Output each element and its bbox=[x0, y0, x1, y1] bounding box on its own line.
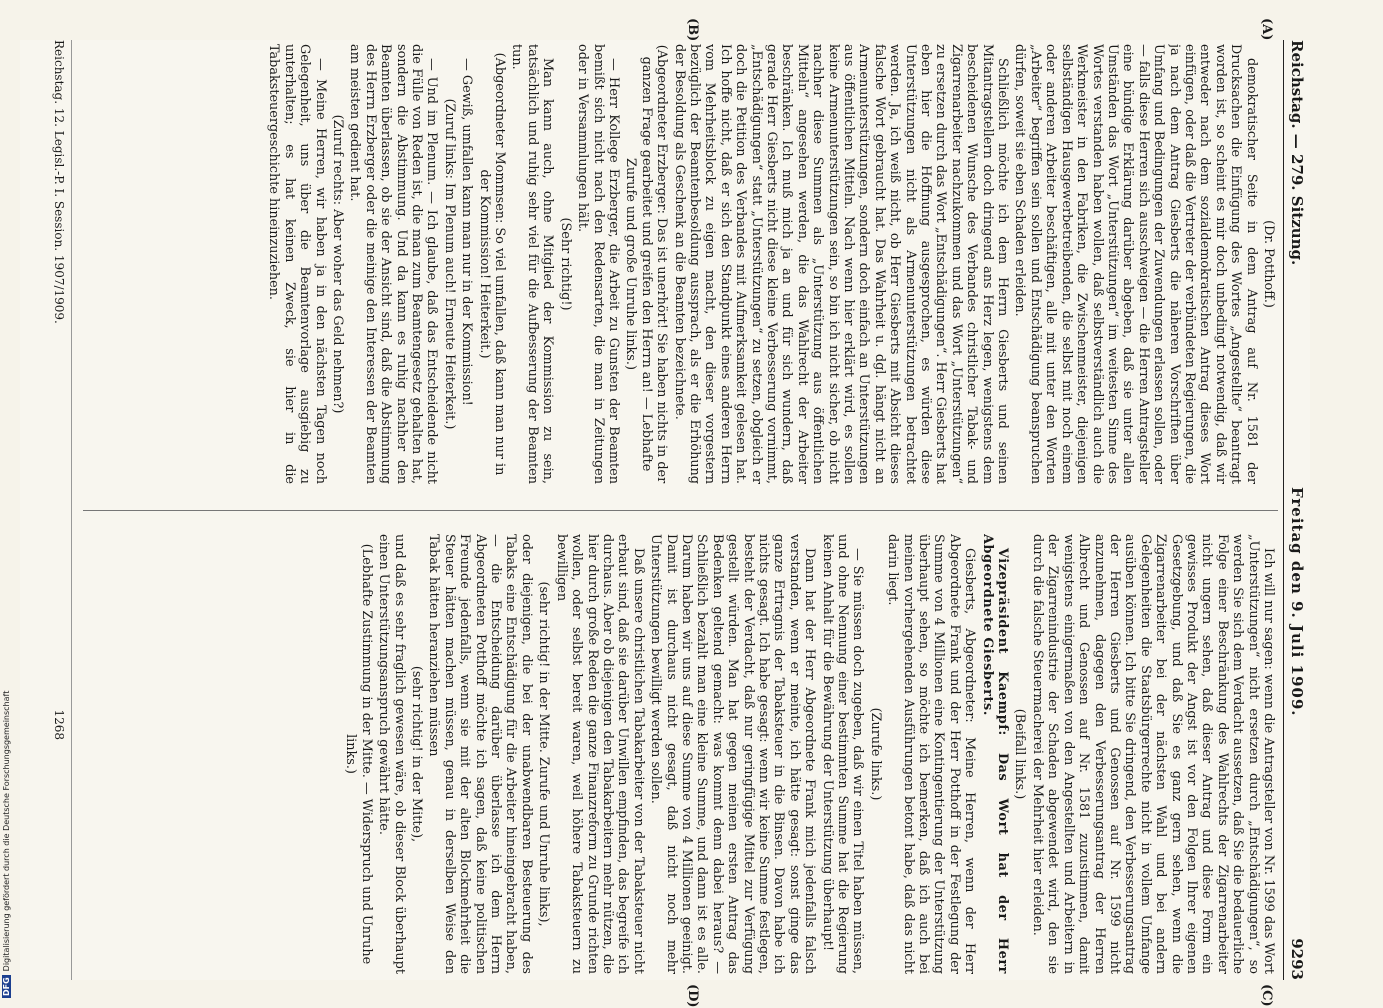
footer-page-number: 1268 bbox=[52, 709, 66, 740]
header-page-number: 9293 bbox=[1288, 938, 1306, 980]
footer-source: Reichstag. 12. Legisl.-P. I. Session. 1907/1909. bbox=[52, 40, 66, 324]
paragraph: — Meine Herren, wir haben ja in den nächsten Tagen noch Gelegenheit, uns über die Beamtenvorlage ausgiebig zu unterhalten; es hat keinen Zweck, sie hier in die Tabaksteuergeschichte hineinzuziehen. bbox=[266, 44, 328, 484]
scanned-page bbox=[20, 18, 1310, 1008]
left-column bbox=[81, 44, 1276, 484]
dfg-logo: DFG bbox=[2, 977, 11, 996]
margin-marker-a: (A) bbox=[1259, 18, 1274, 41]
speaker-line: Vizepräsident Kaempf: Das Wort hat der Herr Abgeordnete Giesberts. bbox=[979, 534, 1011, 974]
paragraph: Man kann auch, ohne Mitglied der Kommission zu sein, tatsächlich und ruhig sehr viel für die Aufbesserung der Beamten tun. bbox=[509, 44, 556, 484]
page-footer bbox=[47, 40, 72, 980]
margin-marker-c: (C) bbox=[1259, 984, 1274, 1007]
interjection: (Zurufe links.) bbox=[867, 707, 883, 801]
header-date: Freitag den 9. Juli 1909. bbox=[1288, 486, 1306, 717]
paragraph: oder diejenigen, die bei der unabwendbaren Besteuerung des Tabaks eine Entschädigung für die Arbeiter hineingebracht haben, — die Entscheidung darüber überlasse ich dem Herrn Abgeordneten Potthoff möchte ich sagen, daß keine politischen Freunde jedenfalls, wenn sie mit der alten Blockmehrheit die Steuer hätten machen müssen, genau in derselben Weise den Tabak hätten heranziehen müssen bbox=[426, 534, 534, 974]
paragraph: Ich will nur sagen: wenn die Antragsteller von Nr. 1599 das Wort „Unterstützungen“ nicht ersetzen durch „Entschädigungen“, so werden Sie sich dem Verdacht aussetzen, daß Sie die bedauerliche Folge einer Beschränkung des Wahlrechts der Zigarrenarbeiter nicht ungern sehen, daß dieser Antrag und diese Form ein gewisses Produkt der Angst ist vor den Folgen Ihrer eigenen Gesetzgebung, und daß Sie es ganz gern sehen, wenn die Zigarrenarbeiter bei der nächsten Wahl und bei andern Gelegenheiten die Staatsbürgerrechte nicht in vollem Umfange ausüben können. Ich bitte Sie dringend, den Verbesserungsantrag der Herren Giesberts und Genossen auf Nr. 1599 nicht anzunehmen, dagegen den Verbesserungsantrag der Herren Albrecht und Genossen auf Nr. 1581 zuzustimmen, damit wenigstens einigermaßen von den Angestellten und Arbeitern in der Zigarrenindustrie der Schaden abgewendet wird, den sie durch die falsche Steuermacherei der Mehrheit hier erleiden. bbox=[1029, 534, 1276, 974]
interjection: (Abgeordneter Erzberger: Das ist unerhört! Sie haben nichts in der ganzen Frage gearbeitet und greifen den Herrn an! — Lebhafte Zurufe und große Unruhe links.) bbox=[623, 44, 670, 484]
interjection: (Beifall links.) bbox=[1012, 708, 1028, 800]
interjection: (Zuruf links: Im Plenum auch! Erneute Heiterkeit.) bbox=[441, 98, 457, 430]
paragraph: Schließlich möchte ich dem Herrn Giesberts und seinen Mitantragstellern doch dringend ans Herz legen, wenigstens dem bescheidenen Wunsche des Verbandes christlicher Tabak- und Zigarrenarbeiter nachzukommen und das Wort „Unterstützungen“ zu ersetzen durch das Wort „Entschädigungen“. Herr Giesberts hat eben hier die Hoffnung ausgesprochen, es würden diese Unterstützungen nicht als Armenunterstützungen betrachtet werden. Ja, ich weiß nicht, ob Herr Giesberts mit Absicht dieses falsche Wort gebraucht hat. Das Wahrheit u. dgl. hängt nicht an Armenunterstützungen, sondern doch einfach an Unterstützungen aus öffentlichen Mitteln. Nach wenn hier erklärt wird, es sollen keine Armenunterstützungen sein, so bin ich nicht sicher, ob nicht nachher diese Summen als „Unterstützung aus öffentlichen Mitteln“ angesehen werden, die das Wahlrecht der Arbeiter beschränken. Ich muß mich ja an und für sich wundern, daß gerade Herr Giesberts nicht diese kleine Verbesserung vornimmt, „Entschädigungen“ statt „Unterstützungen“ zu setzen, obgleich er doch die Petition des Verbandes mit Aufmerksamkeit gelesen hat. Ich hoffe nicht, daß er sich den Standpunkt eines anderen Herrn vom Mehrheitsblock zu eigen macht, den dieser vorgestern bezüglich der Beamtenbesoldung aussprach, als er die Erhöhung der Besoldung als Geschenk an die Beamten bezeichnete. bbox=[671, 44, 1011, 484]
page-header bbox=[1283, 40, 1310, 980]
interjection: (Sehr richtig!) bbox=[557, 217, 573, 311]
interjection: (Zuruf rechts: Aber woher das Geld nehmen?) bbox=[330, 114, 346, 414]
paragraph: — Gewiß, umfallen kann man nur in der Kommission! bbox=[459, 58, 475, 406]
paragraph: demokratischer Seite in dem Antrag auf Nr. 1581 der Drucksachen die Einfügung des Wortes „Angestellte“ beantragt worden ist, so scheint es mir doch unbedingt notwendig, daß wir entweder nach dem sozialdemokratischen Antrag dieses Wort einfügen, oder daß die Vertreter der verbündeten Regierungen, die ja nach dem Antrag Giesberts die näheren Vorschriften über Umfang und Bedingungen der Zuwendungen erlassen sollen, oder — falls diese Herren sich ausschweigen — die Herren Antragsteller eine bündige Erklärung darüber abgeben, daß sie unter allen Umständen das Wort „Unterstützungen“ im weitesten Sinne des Wortes verstanden haben wollen, daß selbstverständlich auch die Werkmeister in den Fabriken, die Zwischenmeister, diejenigen selbständigen Hausgewerbetreibenden, die selbst mit noch einem oder anderen Arbeiter beschäftigen, alle mit unter den Worten „Arbeiter“ begriffen sein sollen und Entschädigung beanspruchen dürfen, soweit sie eben Schaden erleiden. bbox=[1012, 44, 1259, 484]
interjection: (sehr richtig! in der Mitte. Zurufe und Unruhe links), bbox=[536, 581, 552, 927]
header-session: Reichstag. — 279. Sitzung. bbox=[1288, 40, 1306, 266]
interjection: (Abgeordneter Mommsen: So viel umfallen, daß kann man nur in der Kommission! Heiterkeit.) bbox=[476, 52, 508, 476]
margin-marker-b: (B) bbox=[685, 18, 700, 42]
paragraph: Daß unsere christlichen Tabakarbeiter von der Tabaksteuer nicht erbaut sind, daß sie darüber Unwillen empfinden, das begreife ich durchaus. Aber ob diejenigen den Tabakarbeitern mehr nützen, die hier durch große Reden die ganze Finanzreform zu Grunde richten wollen, oder selbst bereit waren, weil höhere Tabaksteuern zu bewilligen bbox=[553, 534, 646, 974]
credit-text: Digitalisierung gefördert durch die Deutsche Forschungsgemeinschaft bbox=[2, 690, 11, 972]
interjection: (Lebhafte Zustimmung in der Mitte. — Widerspruch und Unruhe links.) bbox=[343, 543, 374, 965]
digitization-credit bbox=[2, 691, 11, 998]
paragraph: — Und im Plenum. — Ich glaube, daß das Entscheidende nicht die Fülle von Reden ist, die man zum Beamtengesetz gehalten hat, sondern die Abstimmung. Und da kann es ruhig nachher den Beamten überlassen, ob sie der Ansicht sind, daß die Abstimmung des Herrn Erzberger oder die meinige den Interessen der Beamten am meisten gedient hat. bbox=[347, 44, 440, 484]
paragraph: Giesberts, Abgeordneter: Meine Herren, wenn der Herr Abgeordnete Frank und der Herr Potthoff in der Festlegung der Summe von 4 Millionen eine Kontingentierung der Unterstützung überhaupt sehen, so möchte ich bemerken, daß ich auch bei meinen vorhergehenden Ausführungen betont habe, daß das nicht darin liegt. bbox=[885, 534, 978, 974]
interjection: (sehr richtig! in der Mitte), bbox=[409, 665, 425, 843]
paragraph: Dann hat der Herr Abgeordnete Frank mich jedenfalls falsch verstanden, wenn er meinte, ich hätte gesagt: sonst ginge das ganze Ertragnis der Tabaksteuer in die Binsen. Davon habe ich nichts gesagt. Ich habe gesagt: wenn wir keine Summe festlegen, besteht der Verdacht, daß nur geringfügige Mittel zur Verfügung gestellt würden. Man hat gegen meinen ersten Antrag das Bedenken geltend gemacht: was kommt denn dabei heraus? — Schließlich bezahlt man eine kleine Summe, und dann ist es alle. Darum haben wir uns auf diese Summe von 4 Millionen geeinigt. Damit ist durchaus nicht gesagt, daß nicht noch mehr Unterstützungen bewilligt werden sollen. bbox=[648, 534, 818, 974]
paragraph: — Sie müssen doch zugeben, daß wir einen Titel haben müssen, und ohne Nennung einer bestimmten Summe hat die Regierung keinen Anhalt für die Bewährung der Unterstützung überhaupt! bbox=[819, 534, 866, 974]
paragraph: — Herr Kollege Erzberger, die Arbeit zu Gunsten der Beamten bemißt sich nicht nach den Redensarten, die man in Zeitungen oder in Versammlungen hält. bbox=[575, 44, 621, 484]
right-column bbox=[81, 534, 1276, 974]
margin-marker-d: (D) bbox=[685, 984, 700, 1008]
column-divider bbox=[83, 510, 1278, 511]
paragraph: (Dr. Potthoff.) bbox=[1261, 220, 1276, 308]
paragraph: und daß es sehr fraglich gewesen wäre, ob dieser Block überhaupt einen Unterstützungsanspruch gewährt hätte. bbox=[376, 534, 407, 974]
